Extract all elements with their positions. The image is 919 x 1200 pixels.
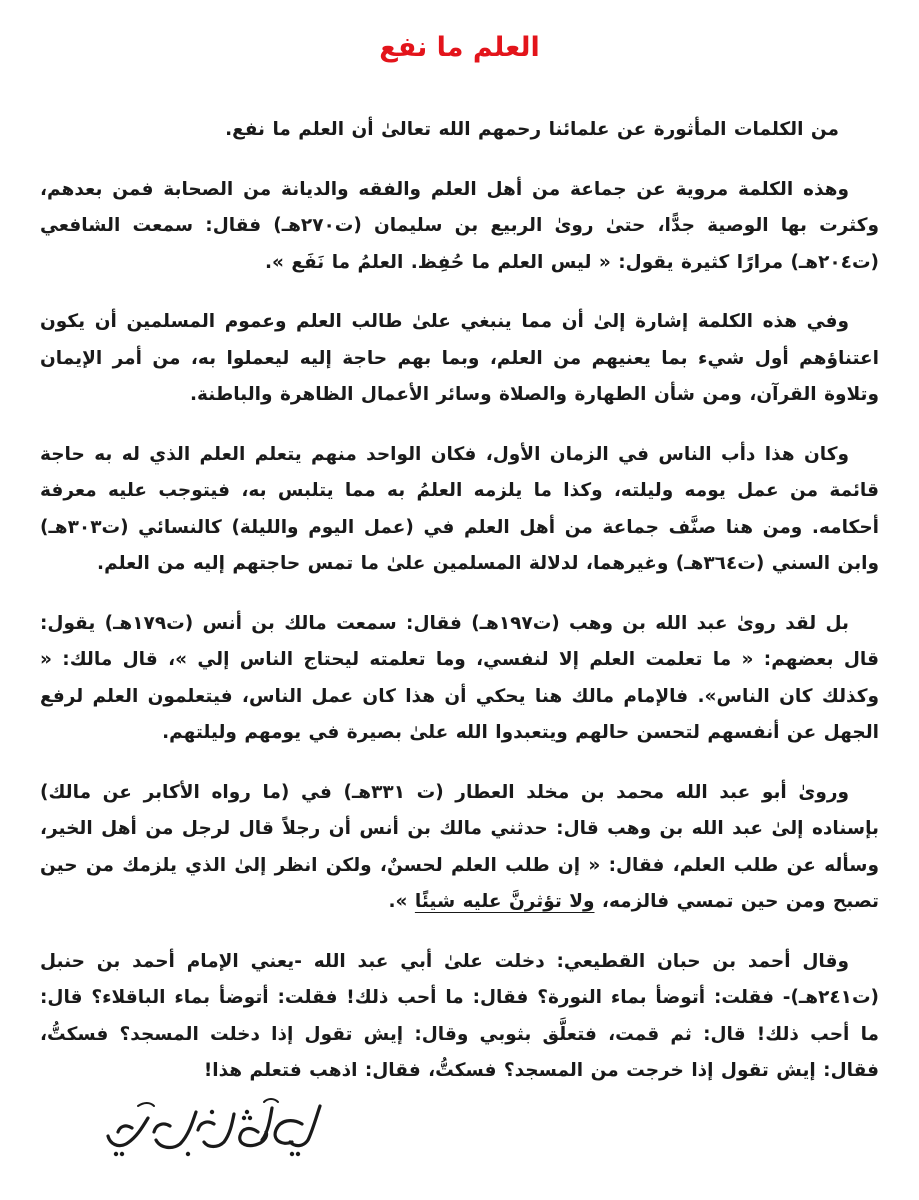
page-title: العلم ما نفع [379, 32, 540, 63]
paragraph-text-end: ». [388, 891, 415, 912]
paragraph-guidance: وفي هذه الكلمة إشارة إلىٰ أن مما ينبغي علىٰ طالب العلم وعموم المسلمين أن يكون اعتناؤهم أول شيء بما يعنيهم من العلم، وبما بهم حاجة إليه ليعملوا به، من أمر الإيمان وتلاوة القرآن، ومن شأن الطهارة والصلاة وسائر الأعمال الظاهرة والباطنة. [40, 311, 879, 405]
paragraph-narration-shafii: وهذه الكلمة مروية عن جماعة من أهل العلم والفقه والديانة من الصحابة فمن بعدهم، وكثرت بها الوصية جدًّا، حتىٰ روىٰ الربيع بن سليمان (ت٢٧٠هـ) فقال: سمعت الشافعي (ت٢٠٤هـ) مرارًا كثيرة يقول: « ليس العلم ما حُفِظ. العلمُ ما نَفَع ». [40, 178, 879, 273]
underlined-phrase: ولا تؤثرنَّ عليه شيئًا [414, 891, 595, 912]
signature-calligraphy [92, 1088, 332, 1168]
paragraph-text: وروىٰ أبو عبد الله محمد بن مخلد العطار (ت ٣٣١هـ) في (ما رواه الأكابر عن مالك) بإسناده إلىٰ عبد الله بن وهب قال: حدثني مالك بن أنس أن رجلاً قال لرجل من أهل الخير، وسأله عن طلب العلم، فقال: « إن طلب العلم لحسنٌ، ولكن انظر إلىٰ الذي يلزمك من حين تصبح ومن حين تمسي فالزمه، [40, 781, 879, 912]
paragraph-early-practice: وكان هذا دأب الناس في الزمان الأول، فكان الواحد منهم يتعلم العلم الذي له به حاجة قائمة من عمل يومه وليلته، وكذا ما يلزمه العلمُ به مما يتلبس به، فيتوجب عليه معرفة أحكامه. ومن هنا صنَّف جماعة من أهل العلم في (عمل اليوم والليلة) كالنسائي (ت٣٠٣هـ) وابن السني (ت٣٦٤هـ) وغيرهما، لدلالة المسلمين علىٰ ما تمس حاجتهم إليه من العلم. [40, 443, 879, 574]
paragraph-ibn-wahb-narration [40, 775, 879, 921]
paragraph-ahmad-narration: وقال أحمد بن حبان القطيعي: دخلت علىٰ أبي عبد الله -يعني الإمام أحمد بن حنبل (ت٢٤١هـ)- فقلت: أتوضأ بماء النورة؟ فقال: ما أحب ذلك! فقلت: أتوضأ بماء الباقلاء؟ قال: ما أحب ذلك! قال: ثم قمت، فتعلَّق بثوبي وقال: إيش تقول إذا دخلت المسجد؟ فسكتُّ، فقال: إيش تقول إذا خرجت من المسجد؟ فسكتُّ، فقال: اذهب فتعلم هذا! [40, 950, 879, 1081]
paragraph-intro: من الكلمات المأثورة عن علمائنا رحمهم الله تعالىٰ أن العلم ما نفع. [225, 119, 839, 140]
signature-icon [92, 1088, 332, 1168]
paragraph-malik-narration: بل لقد روىٰ عبد الله بن وهب (ت١٩٧هـ) فقال: سمعت مالك بن أنس (ت١٧٩هـ) يقول: قال بعضهم: « ما تعلمت العلم إلا لنفسي، وما تعلمته ليحتاج الناس إلي »، قال مالك: « وكذلك كان الناس». فالإمام مالك هنا يحكي أن هذا كان عمل الناس، فيتعلمون العلم لرفع الجهل عن أنفسهم لتحسن حالهم ويتعبدوا الله علىٰ بصيرة في يومهم وليلتهم. [40, 612, 879, 743]
